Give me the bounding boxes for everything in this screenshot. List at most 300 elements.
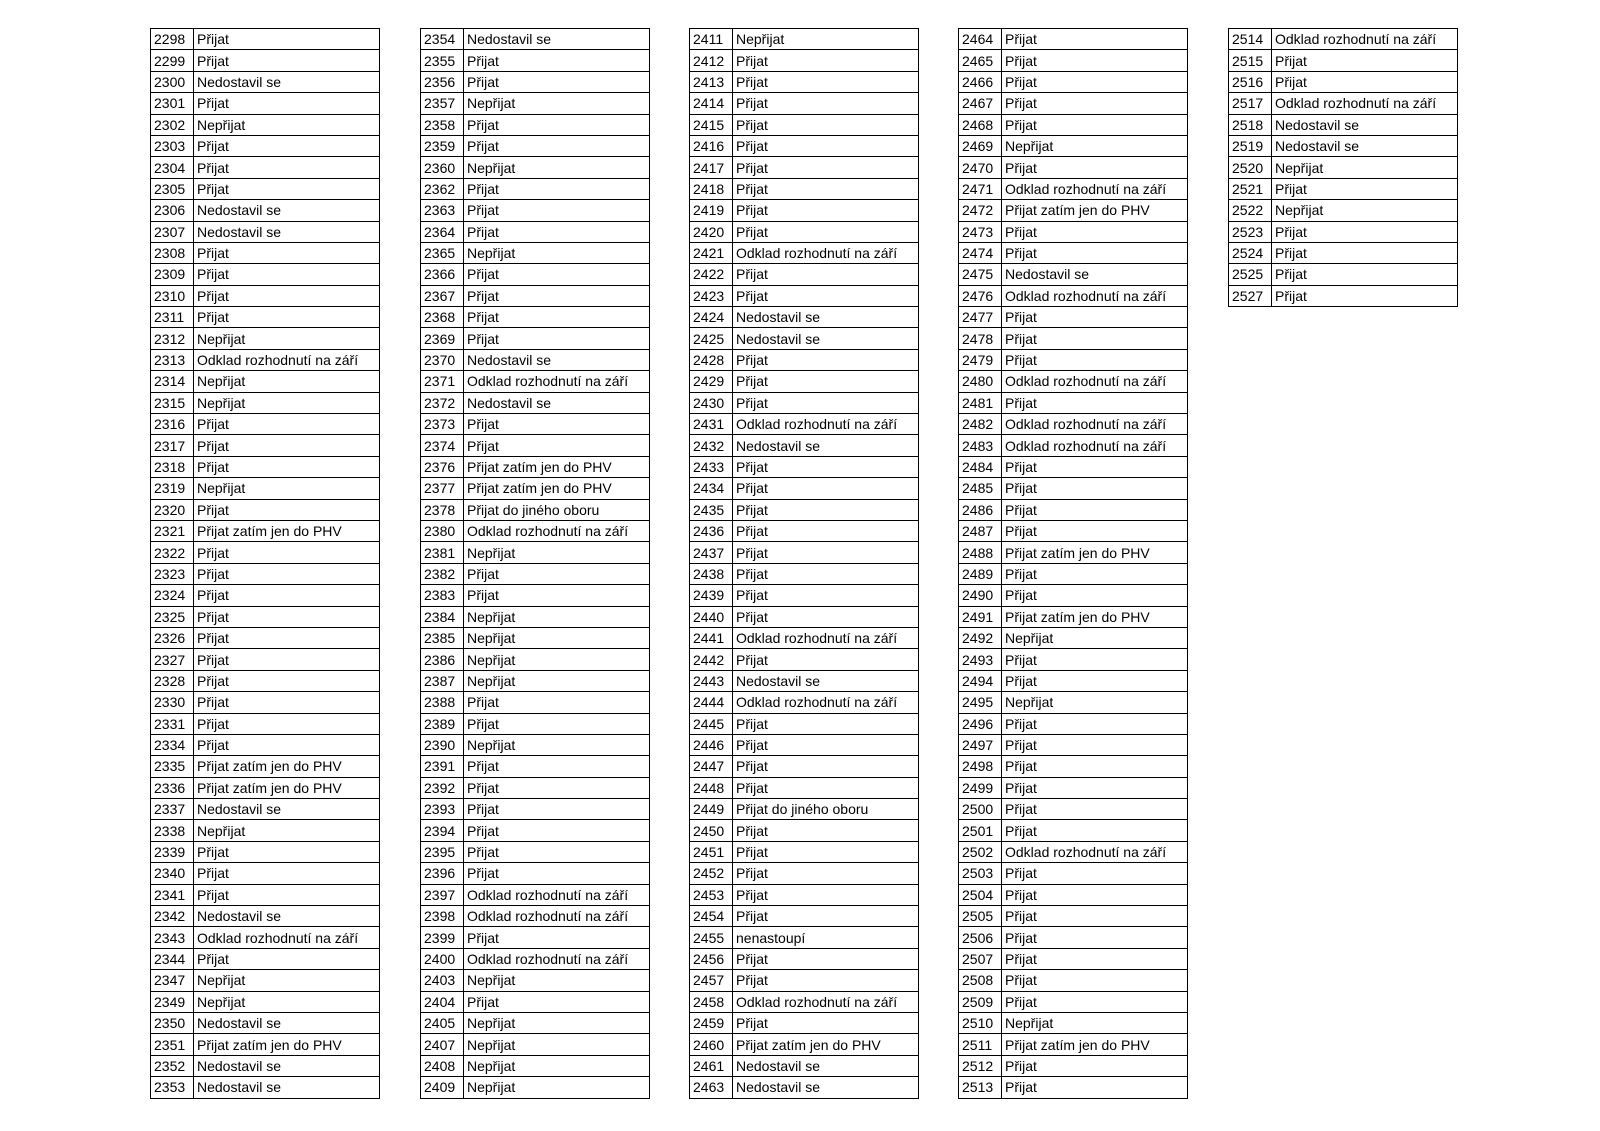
admission-status: Přijat (464, 135, 650, 156)
applicant-number: 2490 (959, 585, 1002, 606)
applicant-number: 2482 (959, 414, 1002, 435)
applicant-number: 2474 (959, 242, 1002, 263)
applicant-number: 2315 (151, 392, 194, 413)
applicant-number: 2442 (690, 649, 733, 670)
applicant-number: 2354 (421, 29, 464, 50)
table-row (959, 29, 1188, 50)
applicant-number: 2322 (151, 542, 194, 563)
admission-status: Přijat (1272, 178, 1458, 199)
table-row (421, 264, 650, 285)
applicant-number: 2319 (151, 478, 194, 499)
applicant-number: 2491 (959, 606, 1002, 627)
admission-status: Nedostavil se (464, 29, 650, 50)
table-row (151, 585, 380, 606)
admission-status: Přijat (733, 478, 919, 499)
table-row (421, 948, 650, 969)
applicant-number: 2392 (421, 777, 464, 798)
admission-status: Odklad rozhodnutí na září (464, 884, 650, 905)
table-row (690, 948, 919, 969)
admission-status: Odklad rozhodnutí na září (1002, 841, 1188, 862)
table-row (421, 863, 650, 884)
table-row (151, 713, 380, 734)
table-row (959, 328, 1188, 349)
table-row (959, 264, 1188, 285)
admission-status: Přijat (733, 157, 919, 178)
applicant-number: 2429 (690, 371, 733, 392)
admission-status: Přijat zatím jen do PHV (194, 520, 380, 541)
admission-status: Přijat (733, 841, 919, 862)
admission-status: Přijat (1002, 157, 1188, 178)
applicant-number: 2500 (959, 799, 1002, 820)
admission-status: Přijat (1002, 29, 1188, 50)
applicant-number: 2444 (690, 692, 733, 713)
applicant-number: 2386 (421, 649, 464, 670)
results-table-3 (689, 28, 919, 1099)
applicant-number: 2523 (1229, 221, 1272, 242)
table-row (151, 799, 380, 820)
table-row (959, 307, 1188, 328)
table-row (690, 349, 919, 370)
applicant-number: 2518 (1229, 114, 1272, 135)
table-row (959, 841, 1188, 862)
admission-status: Přijat (194, 93, 380, 114)
applicant-number: 2456 (690, 948, 733, 969)
table-row (690, 563, 919, 584)
applicant-number: 2437 (690, 542, 733, 563)
applicant-number: 2407 (421, 1034, 464, 1055)
admission-status: Přijat (1002, 948, 1188, 969)
table-row (421, 29, 650, 50)
admission-status: Odklad rozhodnutí na září (464, 948, 650, 969)
table-row (959, 71, 1188, 92)
table-row (421, 285, 650, 306)
admission-status: Přijat (194, 542, 380, 563)
table-row (151, 991, 380, 1012)
applicant-number: 2307 (151, 221, 194, 242)
applicant-number: 2448 (690, 777, 733, 798)
results-table-4 (958, 28, 1188, 1099)
admission-status: Nepřijat (464, 1055, 650, 1076)
applicant-number: 2338 (151, 820, 194, 841)
admission-status: Přijat (733, 820, 919, 841)
admission-status: Nedostavil se (1272, 135, 1458, 156)
admission-status: Přijat (194, 178, 380, 199)
applicant-number: 2394 (421, 820, 464, 841)
table-row (959, 649, 1188, 670)
applicant-number: 2494 (959, 670, 1002, 691)
table-row (1229, 71, 1458, 92)
table-row (959, 927, 1188, 948)
admission-status: Přijat (733, 50, 919, 71)
table-row (151, 307, 380, 328)
admission-status: Přijat (464, 71, 650, 92)
table-row (959, 93, 1188, 114)
table-row (690, 71, 919, 92)
admission-status: Nepřijat (733, 29, 919, 50)
applicant-number: 2366 (421, 264, 464, 285)
table-row (421, 478, 650, 499)
table-row (690, 1012, 919, 1033)
admission-status: Přijat (733, 285, 919, 306)
admission-status: Přijat (733, 1012, 919, 1033)
admission-status: Přijat (464, 692, 650, 713)
admission-status: Nedostavil se (194, 1077, 380, 1098)
admission-status: Přijat (1002, 93, 1188, 114)
admission-status: Přijat (194, 884, 380, 905)
applicant-number: 2321 (151, 520, 194, 541)
admission-status: Přijat (733, 948, 919, 969)
admission-status: Přijat (733, 756, 919, 777)
applicant-number: 2371 (421, 371, 464, 392)
admission-status: Přijat (464, 285, 650, 306)
table-row (690, 307, 919, 328)
applicant-number: 2314 (151, 371, 194, 392)
table-row (690, 285, 919, 306)
table-row (959, 1034, 1188, 1055)
admission-status: Přijat (733, 349, 919, 370)
admission-status: Přijat zatím jen do PHV (1002, 1034, 1188, 1055)
applicant-number: 2383 (421, 585, 464, 606)
admission-status: Přijat (733, 863, 919, 884)
applicant-number: 2493 (959, 649, 1002, 670)
admission-status: Odklad rozhodnutí na září (194, 349, 380, 370)
table-row (690, 627, 919, 648)
applicant-number: 2303 (151, 135, 194, 156)
admission-status: Přijat (464, 756, 650, 777)
table-row (690, 713, 919, 734)
table-row (959, 200, 1188, 221)
admission-status: Přijat (194, 585, 380, 606)
applicant-number: 2438 (690, 563, 733, 584)
admission-status: Přijat zatím jen do PHV (194, 777, 380, 798)
table-row (1229, 114, 1458, 135)
applicant-number: 2512 (959, 1055, 1002, 1076)
admission-status: Přijat zatím jen do PHV (733, 1034, 919, 1055)
applicant-number: 2393 (421, 799, 464, 820)
admission-status: Přijat (194, 692, 380, 713)
table-row (151, 349, 380, 370)
admission-status: Přijat (1002, 307, 1188, 328)
table-row (421, 135, 650, 156)
admission-status: Přijat (194, 264, 380, 285)
table-row (151, 777, 380, 798)
table-row (151, 927, 380, 948)
applicant-number: 2362 (421, 178, 464, 199)
applicant-number: 2349 (151, 991, 194, 1012)
applicant-number: 2336 (151, 777, 194, 798)
table-row (421, 50, 650, 71)
table-row (690, 734, 919, 755)
admission-status: Nepřijat (464, 970, 650, 991)
applicant-number: 2487 (959, 520, 1002, 541)
table-row (151, 221, 380, 242)
table-row (959, 585, 1188, 606)
table-row (959, 820, 1188, 841)
applicant-number: 2360 (421, 157, 464, 178)
admission-status: Přijat (194, 841, 380, 862)
table-row (151, 542, 380, 563)
table-row (690, 435, 919, 456)
applicant-number: 2441 (690, 627, 733, 648)
admission-status: Přijat (1002, 456, 1188, 477)
table-row (690, 499, 919, 520)
table-row (959, 414, 1188, 435)
table-row (690, 114, 919, 135)
admission-status: Přijat (464, 435, 650, 456)
admission-status: Nepřijat (194, 970, 380, 991)
admission-status: Nepřijat (464, 734, 650, 755)
admission-status: Přijat zatím jen do PHV (1002, 200, 1188, 221)
table-row (151, 478, 380, 499)
applicant-number: 2378 (421, 499, 464, 520)
applicant-number: 2471 (959, 178, 1002, 199)
applicant-number: 2499 (959, 777, 1002, 798)
admission-status: Nepřijat (1002, 1012, 1188, 1033)
table-row (1229, 135, 1458, 156)
applicant-number: 2483 (959, 435, 1002, 456)
applicant-number: 2356 (421, 71, 464, 92)
admission-status: Odklad rozhodnutí na září (733, 627, 919, 648)
admission-status: Nepřijat (1002, 135, 1188, 156)
applicant-number: 2331 (151, 713, 194, 734)
applicant-number: 2364 (421, 221, 464, 242)
admission-status: Přijat (1002, 713, 1188, 734)
applicant-number: 2326 (151, 627, 194, 648)
applicant-number: 2409 (421, 1077, 464, 1098)
table-row (1229, 157, 1458, 178)
applicant-number: 2484 (959, 456, 1002, 477)
table-row (959, 734, 1188, 755)
admission-status: Nepřijat (194, 114, 380, 135)
applicant-number: 2485 (959, 478, 1002, 499)
table-row (151, 456, 380, 477)
admission-status: Nepřijat (464, 542, 650, 563)
admission-status: Přijat (1272, 285, 1458, 306)
applicant-number: 2466 (959, 71, 1002, 92)
admission-status: Přijat (1002, 1077, 1188, 1098)
applicant-number: 2408 (421, 1055, 464, 1076)
admission-status: Nedostavil se (1002, 264, 1188, 285)
admission-status: Přijat (733, 542, 919, 563)
admission-status: Nepřijat (464, 157, 650, 178)
table-row (959, 349, 1188, 370)
admission-status: Přijat (194, 435, 380, 456)
admission-status: Přijat (733, 499, 919, 520)
applicant-number: 2433 (690, 456, 733, 477)
admission-status: Přijat (194, 307, 380, 328)
applicant-number: 2502 (959, 841, 1002, 862)
table-row (690, 157, 919, 178)
applicant-number: 2301 (151, 93, 194, 114)
applicant-number: 2388 (421, 692, 464, 713)
table-row (959, 392, 1188, 413)
applicant-number: 2395 (421, 841, 464, 862)
admission-status: Nepřijat (194, 991, 380, 1012)
applicant-number: 2400 (421, 948, 464, 969)
admission-status: Nedostavil se (733, 1055, 919, 1076)
applicant-number: 2425 (690, 328, 733, 349)
applicant-number: 2419 (690, 200, 733, 221)
table-row (421, 93, 650, 114)
admission-status: Přijat (733, 606, 919, 627)
admission-status: Přijat (464, 777, 650, 798)
applicant-number: 2320 (151, 499, 194, 520)
table-row (421, 499, 650, 520)
table-row (959, 948, 1188, 969)
table-row (690, 906, 919, 927)
applicant-number: 2522 (1229, 200, 1272, 221)
admission-status: Přijat (733, 114, 919, 135)
applicant-number: 2377 (421, 478, 464, 499)
applicant-number: 2365 (421, 242, 464, 263)
table-row (151, 114, 380, 135)
admission-status: Nepřijat (464, 1012, 650, 1033)
applicant-number: 2443 (690, 670, 733, 691)
applicant-number: 2477 (959, 307, 1002, 328)
table-row (959, 50, 1188, 71)
admission-status: Přijat (464, 114, 650, 135)
admission-status: Přijat (464, 307, 650, 328)
table-row (959, 863, 1188, 884)
admission-status: Přijat (733, 906, 919, 927)
table-row (690, 328, 919, 349)
table-row (959, 285, 1188, 306)
admission-status: Přijat (464, 563, 650, 584)
admission-status: Přijat (464, 264, 650, 285)
table-row (690, 414, 919, 435)
table-row (690, 884, 919, 905)
admission-status: Přijat (1002, 328, 1188, 349)
table-row (690, 93, 919, 114)
table-row (421, 1077, 650, 1098)
table-row (959, 499, 1188, 520)
admission-status: Nepřijat (464, 627, 650, 648)
applicant-number: 2391 (421, 756, 464, 777)
applicant-number: 2390 (421, 734, 464, 755)
results-table-1 (150, 28, 380, 1099)
table-row (421, 841, 650, 862)
admission-status: Přijat (733, 392, 919, 413)
table-row (1229, 285, 1458, 306)
applicant-number: 2357 (421, 93, 464, 114)
applicant-number: 2330 (151, 692, 194, 713)
admission-status: Přijat (733, 371, 919, 392)
table-row (1229, 93, 1458, 114)
applicant-number: 2480 (959, 371, 1002, 392)
table-row (421, 606, 650, 627)
applicant-number: 2478 (959, 328, 1002, 349)
table-row (690, 927, 919, 948)
applicant-number: 2385 (421, 627, 464, 648)
applicant-number: 2510 (959, 1012, 1002, 1033)
applicant-number: 2439 (690, 585, 733, 606)
applicant-number: 2450 (690, 820, 733, 841)
table-row (421, 756, 650, 777)
admission-status: Odklad rozhodnutí na září (464, 371, 650, 392)
admission-status: Přijat (464, 414, 650, 435)
admission-status: Přijat (1002, 970, 1188, 991)
applicant-number: 2508 (959, 970, 1002, 991)
table-row (959, 670, 1188, 691)
admission-status: Odklad rozhodnutí na září (1002, 371, 1188, 392)
applicant-number: 2337 (151, 799, 194, 820)
applicant-number: 2501 (959, 820, 1002, 841)
admission-status: Přijat (1002, 499, 1188, 520)
table-row (690, 542, 919, 563)
table-row (421, 371, 650, 392)
table-row (151, 1034, 380, 1055)
applicant-number: 2405 (421, 1012, 464, 1033)
applicant-number: 2421 (690, 242, 733, 263)
applicant-number: 2302 (151, 114, 194, 135)
table-row (421, 927, 650, 948)
admission-status: Odklad rozhodnutí na září (733, 242, 919, 263)
applicant-number: 2476 (959, 285, 1002, 306)
applicant-number: 2468 (959, 114, 1002, 135)
admission-status: Přijat (733, 585, 919, 606)
applicant-number: 2527 (1229, 285, 1272, 306)
applicant-number: 2311 (151, 307, 194, 328)
admission-status: Přijat (733, 970, 919, 991)
table-row (690, 135, 919, 156)
table-row (151, 756, 380, 777)
table-row (959, 884, 1188, 905)
applicant-number: 2334 (151, 734, 194, 755)
admission-status: Nepřijat (1272, 157, 1458, 178)
applicant-number: 2521 (1229, 178, 1272, 199)
table-row (690, 606, 919, 627)
applicant-number: 2497 (959, 734, 1002, 755)
applicant-number: 2328 (151, 670, 194, 691)
admission-status: Přijat (1002, 670, 1188, 691)
applicant-number: 2488 (959, 542, 1002, 563)
table-row (151, 371, 380, 392)
admission-status: Nepřijat (194, 371, 380, 392)
table-row (690, 221, 919, 242)
applicant-number: 2299 (151, 50, 194, 71)
applicant-number: 2309 (151, 264, 194, 285)
admission-status: Nedostavil se (464, 349, 650, 370)
table-row (690, 820, 919, 841)
table-row (959, 221, 1188, 242)
admission-status: Přijat (1002, 242, 1188, 263)
admission-status: Přijat (464, 799, 650, 820)
admission-status: Přijat (1002, 349, 1188, 370)
table-row (1229, 242, 1458, 263)
table-row (421, 820, 650, 841)
table-row (690, 478, 919, 499)
applicant-number: 2412 (690, 50, 733, 71)
admission-status: Nepřijat (194, 478, 380, 499)
table-row (959, 520, 1188, 541)
table-row (151, 734, 380, 755)
table-row (151, 414, 380, 435)
admission-status: Přijat (1002, 392, 1188, 413)
admission-status: Přijat (733, 713, 919, 734)
applicant-number: 2496 (959, 713, 1002, 734)
table-row (690, 371, 919, 392)
applicant-number: 2398 (421, 906, 464, 927)
admission-status: Přijat (733, 520, 919, 541)
table-row (421, 585, 650, 606)
admission-status: Nepřijat (1002, 627, 1188, 648)
table-row (421, 71, 650, 92)
applicant-number: 2525 (1229, 264, 1272, 285)
applicant-number: 2304 (151, 157, 194, 178)
applicant-number: 2341 (151, 884, 194, 905)
admission-status: Nepřijat (464, 93, 650, 114)
table-row (959, 777, 1188, 798)
